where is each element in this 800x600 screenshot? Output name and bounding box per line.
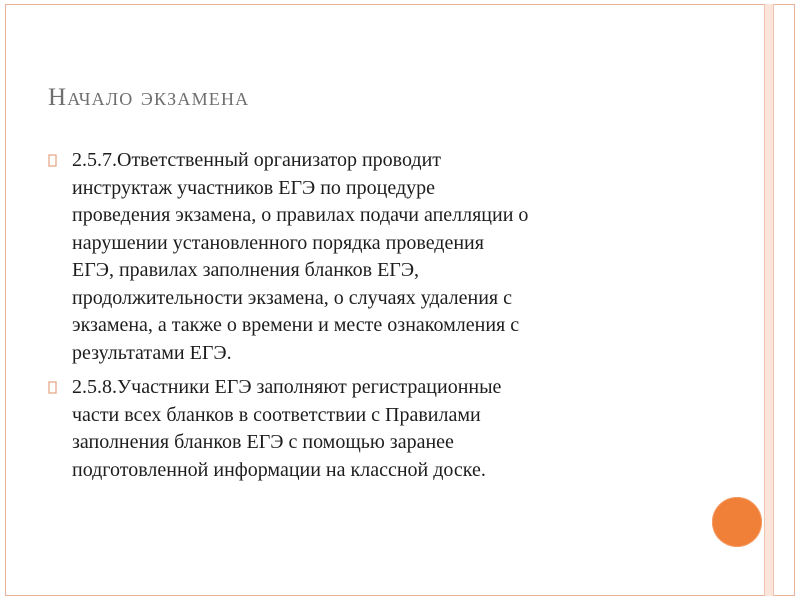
hollow-square-bullet-icon [48, 154, 57, 167]
text-line: нарушении установленного порядка проведения [72, 231, 484, 254]
text-line: результатами ЕГЭ. [72, 341, 232, 364]
text-line: продолжительности экзамена, о случаях удаления с [72, 286, 513, 309]
hollow-square-bullet-icon [48, 381, 57, 394]
item-text [72, 374, 718, 484]
text-line: подготовленной информации на классной доске. [72, 458, 486, 481]
right-decorative-band [764, 4, 774, 596]
content-list [48, 147, 718, 491]
text-line: части всех бланков в соответствии с Правилами [72, 403, 481, 426]
text-line: 2.5.8.Участники ЕГЭ заполняют регистрационные [72, 376, 502, 398]
text-line: 2.5.7.Ответственный организатор проводит [72, 149, 442, 171]
text-line: экзамена, а также о времени и месте ознакомления с [72, 314, 520, 336]
text-line: заполнения бланков ЕГЭ с помощью заранее [72, 431, 454, 453]
item-text [72, 147, 718, 367]
slide-title: Начало экзамена [48, 84, 250, 111]
orange-circle-decoration [712, 497, 762, 547]
text-line: проведения экзамена, о правилах подачи апелляции о [72, 204, 529, 226]
text-line: инструктаж участников ЕГЭ по процедуре [72, 176, 435, 199]
list-item [48, 147, 718, 367]
list-item [48, 374, 718, 484]
text-line: ЕГЭ, правилах заполнения бланков ЕГЭ, [72, 259, 420, 281]
